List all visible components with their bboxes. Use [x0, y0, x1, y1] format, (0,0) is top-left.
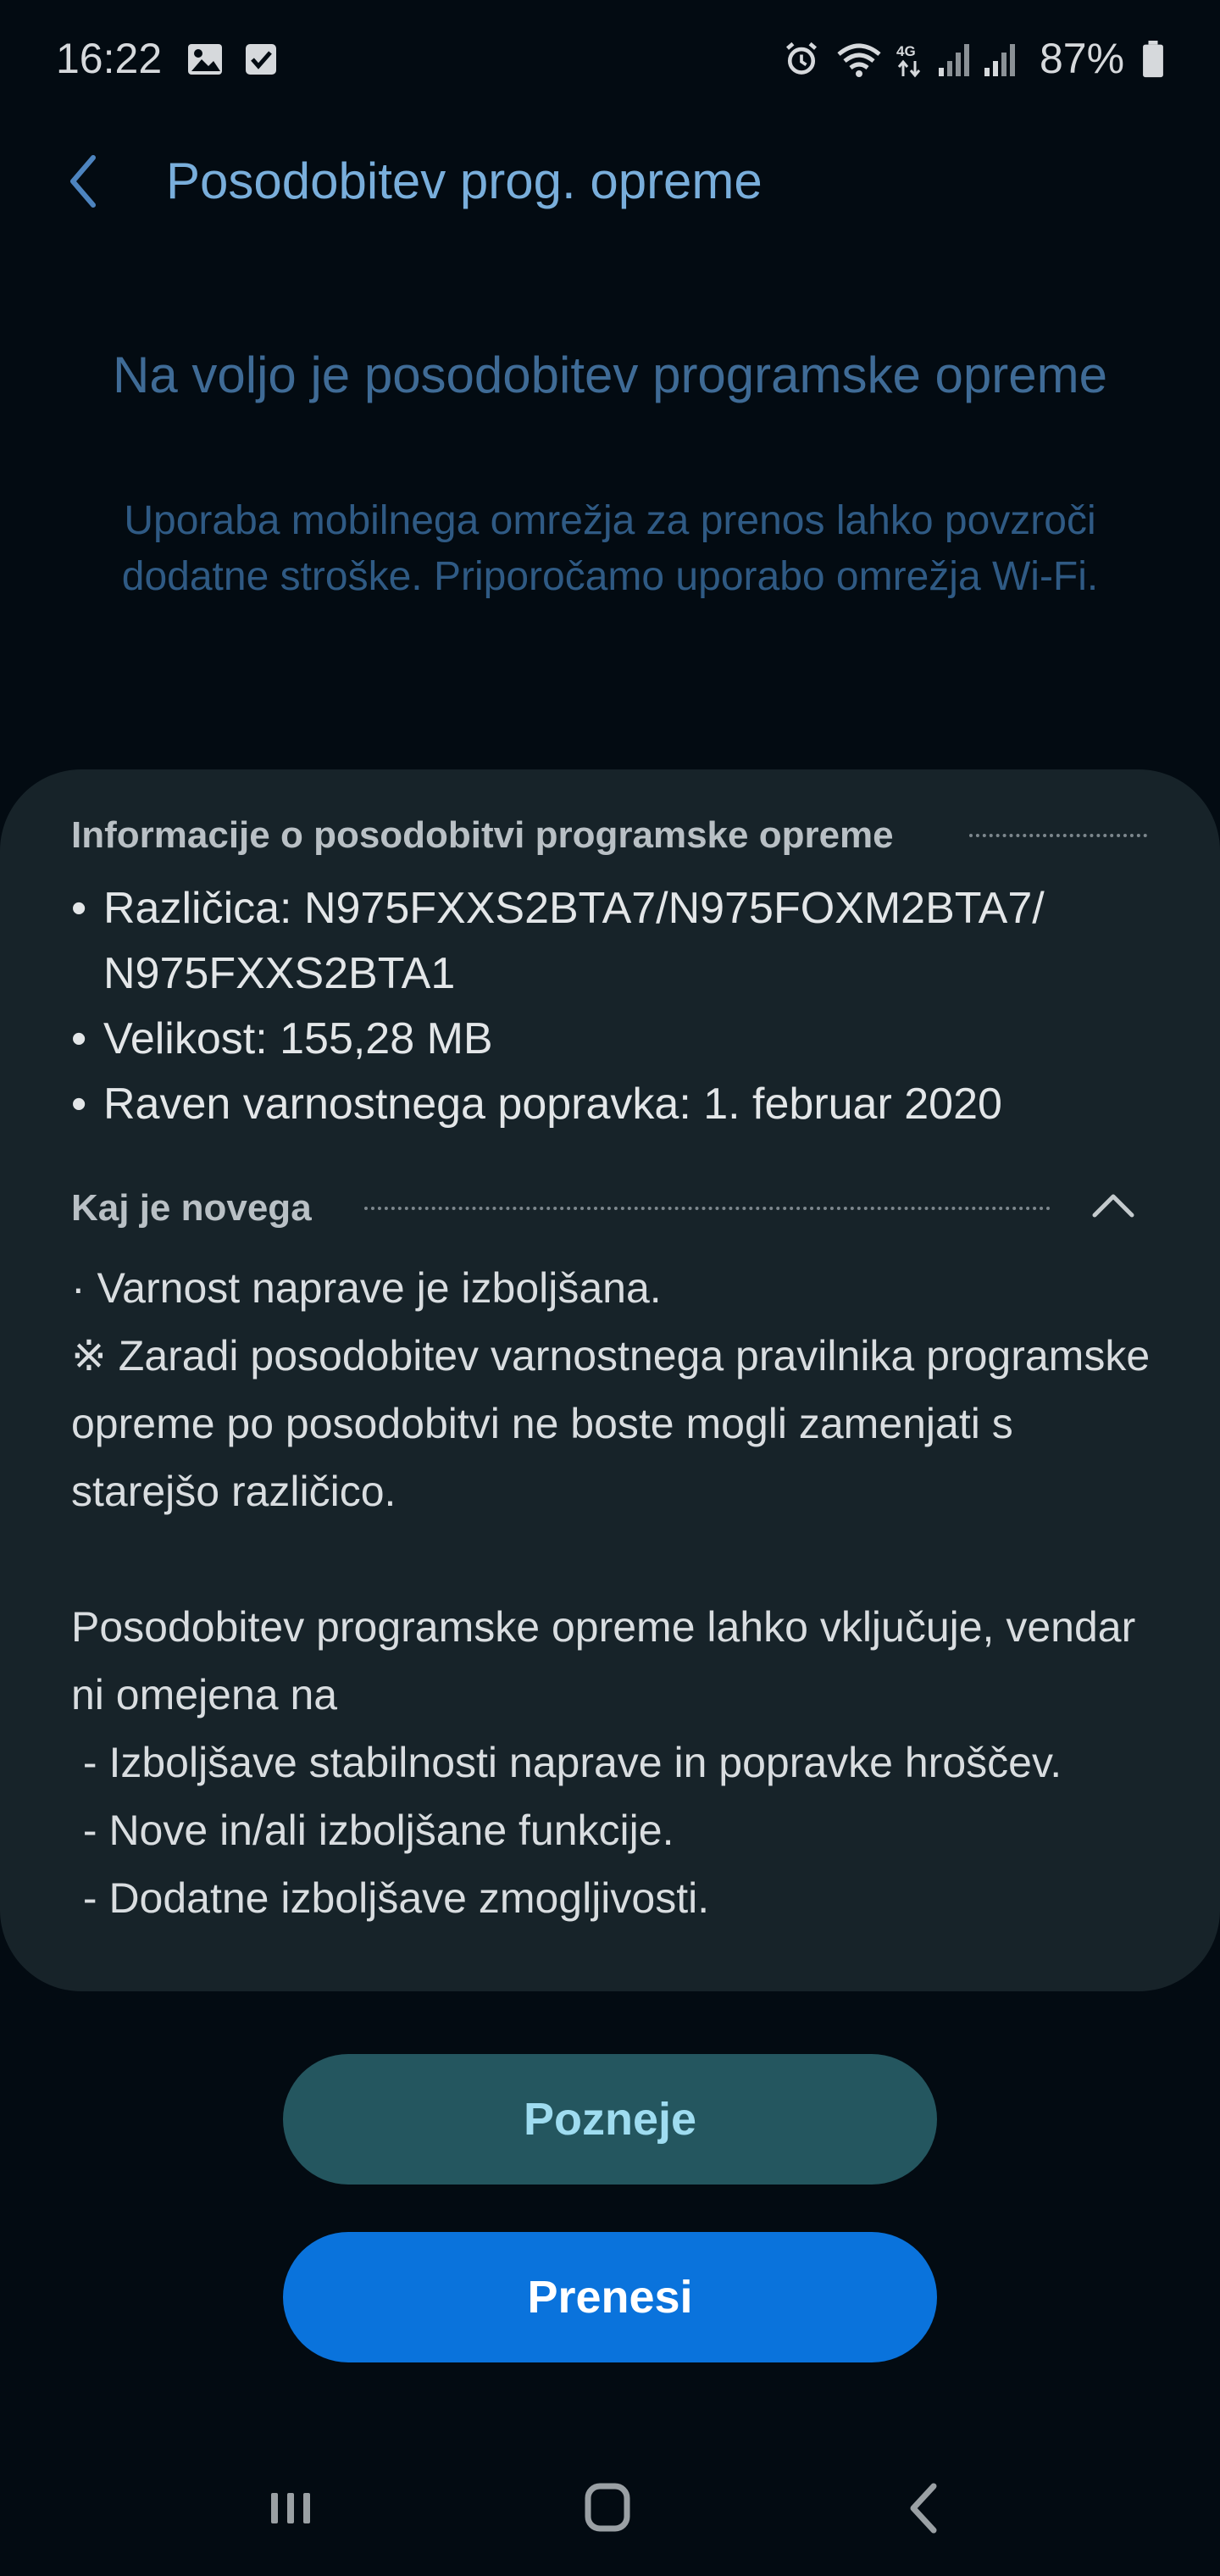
- signal-icon: [981, 41, 1018, 78]
- signal-icon: [935, 41, 973, 78]
- mobile-data-warning: Uporaba mobilnega omrežja za prenos lahko povzroči dodatne stroške. Priporočamo uporabo omrežja Wi-Fi.: [121, 498, 1099, 599]
- list-item: • Različica: N975FXXS2BTA7/N975FOXM2BTA7/ N975FXXS2BTA1: [71, 876, 1156, 1007]
- chevron-up-icon[interactable]: [1090, 1188, 1137, 1222]
- list-item: • Raven varnostnega popravka: 1. februar 2020: [71, 1072, 1156, 1137]
- battery-percent: 87%: [1040, 35, 1125, 82]
- status-bar: [0, 0, 1220, 119]
- back-icon[interactable]: [888, 2474, 964, 2542]
- back-button[interactable]: [56, 146, 112, 217]
- whats-new-header[interactable]: Kaj je novega: [71, 1187, 312, 1229]
- status-time: 16:22: [56, 35, 163, 82]
- later-button[interactable]: Pozneje: [283, 2054, 937, 2185]
- home-icon[interactable]: [569, 2474, 646, 2542]
- battery-icon: [1140, 41, 1166, 78]
- checkbox-icon: [242, 41, 280, 78]
- section-divider: [969, 834, 1147, 837]
- svg-text:4G: 4G: [896, 43, 916, 59]
- 4g-icon: [893, 41, 927, 78]
- whats-new-text: · Varnost naprave je izboljšana. ※ Zaradi posodobitev varnostnega pravilnika programske opreme po posodobitvi ne boste mogli zamenjati s starejšo različico. Posodobitev programske opreme lahko vključuje, vendar ni omejena na - Izboljšave stabilnosti naprave in popravke hroščev. - Nove in/ali izboljšane funkcije. - Dodatne izboljšave zmogljivosti.: [71, 1264, 1151, 1922]
- page-title: Posodobitev prog. opreme: [166, 153, 762, 209]
- section-divider: [364, 1207, 1051, 1210]
- download-button[interactable]: Prenesi: [283, 2232, 937, 2362]
- update-available-heading: Na voljo je posodobitev programske opreme: [113, 347, 1107, 403]
- update-info-list: [71, 876, 1156, 1137]
- recents-icon[interactable]: [252, 2474, 329, 2542]
- wifi-icon: [835, 41, 883, 78]
- gallery-icon: [186, 41, 224, 78]
- list-item: • Velikost: 155,28 MB: [71, 1007, 1156, 1072]
- alarm-icon: [781, 41, 822, 78]
- info-section-header: Informacije o posodobitvi programske opreme: [71, 814, 894, 856]
